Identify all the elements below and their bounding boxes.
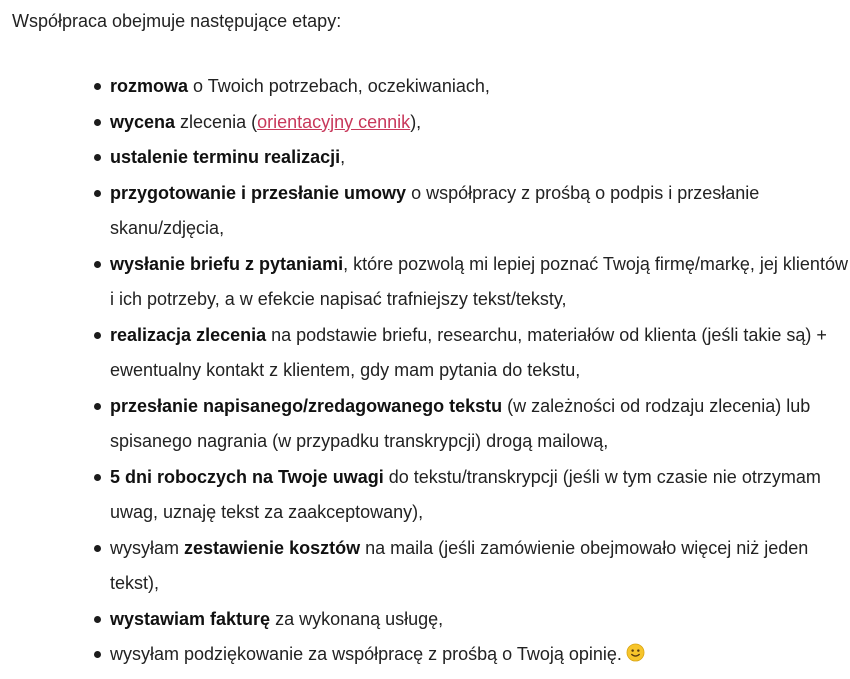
step-text: zlecenia ( <box>175 111 258 132</box>
step-bold: wystawiam fakturę <box>110 608 271 629</box>
list-item <box>110 531 850 602</box>
smiley-face-icon <box>626 639 645 675</box>
step-bold: ustalenie terminu realizacji <box>110 147 341 167</box>
step-text: o Twoich potrzebach, oczekiwaniach, <box>188 76 490 96</box>
step-bold: rozmowa <box>110 76 189 96</box>
list-item <box>110 247 850 318</box>
list-item <box>110 105 850 141</box>
step-text: wysyłam podziękowanie za współpracę z prośbą o Twoją opinię. <box>110 644 622 664</box>
price-list-link[interactable]: orientacyjny cennik <box>257 111 411 132</box>
list-item <box>110 318 850 389</box>
step-text: , które pozwolą mi lepiej poznać Twoją firmę/markę, jej klientów i ich potrzeby, a w efekcie napisać trafniejszy tekst/teksty, <box>110 253 848 309</box>
step-text: (w zależności od rodzaju zlecenia) lub spisanego nagrania (w przypadku transkrypcji) drogą mailową, <box>110 395 811 451</box>
step-bold: wysłanie briefu z pytaniami <box>110 253 344 274</box>
step-bold: 5 dni roboczych na Twoje uwagi <box>110 466 384 487</box>
step-text: , <box>340 147 346 167</box>
step-text: wysyłam <box>110 537 185 558</box>
list-item <box>110 176 850 247</box>
step-text: za wykonaną usługę, <box>270 608 444 629</box>
step-bold: wycena <box>110 111 176 132</box>
step-bold: zestawienie kosztów <box>184 537 361 558</box>
step-bold: przygotowanie i przesłanie umowy <box>110 182 407 203</box>
list-item <box>110 69 850 105</box>
list-item <box>110 140 850 176</box>
list-item <box>110 389 850 460</box>
intro-text: Współpraca obejmuje następujące etapy: <box>12 11 342 31</box>
step-bold: realizacja zlecenia <box>110 324 267 345</box>
step-text: ), <box>410 111 422 132</box>
list-item <box>110 460 850 531</box>
list-item <box>110 637 850 675</box>
steps-list <box>0 69 850 675</box>
step-bold: przesłanie napisanego/zredagowanego tekstu <box>110 395 503 416</box>
step-text: o współpracy z prośbą o podpis i przesłanie skanu/zdjęcia, <box>110 182 760 238</box>
step-text: na maila (jeśli zamówienie obejmowało więcej niż jeden tekst), <box>110 537 809 593</box>
step-text: na podstawie briefu, researchu, materiałów od klienta (jeśli takie są) + ewentualny kontakt z klientem, gdy mam pytania do tekstu, <box>110 324 827 380</box>
step-text: do tekstu/transkrypcji (jeśli w tym czasie nie otrzymam uwag, uznaję tekst za zaakceptowany), <box>110 466 821 522</box>
list-item <box>110 602 850 638</box>
